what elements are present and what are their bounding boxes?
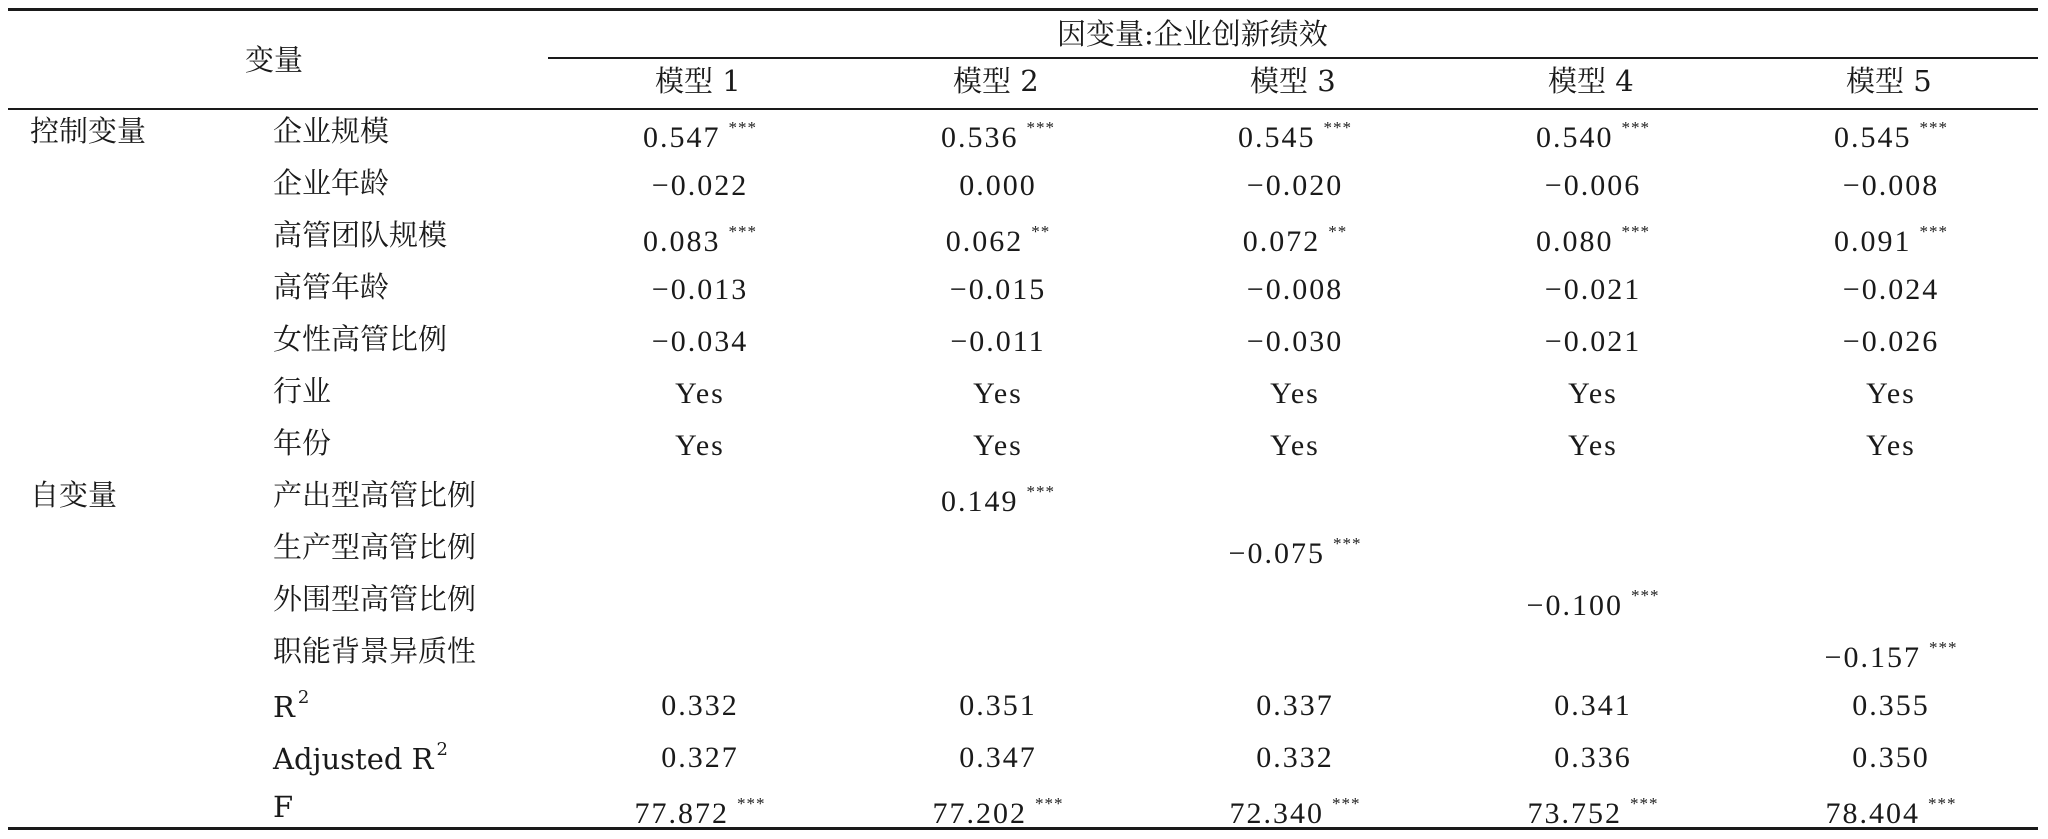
cell-value: −0.011: [950, 325, 1046, 358]
table-cell: [675, 379, 725, 409]
cell-value: −0.030: [1246, 325, 1344, 358]
table-cell: [1545, 171, 1641, 201]
cell-value: 0.350: [1852, 741, 1930, 774]
table-cell: [941, 483, 1055, 517]
cell-value: 0.545: [1238, 121, 1316, 154]
row-variable-label: [273, 582, 477, 616]
table-cell: [1256, 743, 1334, 773]
row-variable-label: [273, 478, 477, 512]
cell-value: 0.545: [1834, 121, 1912, 154]
cell-value: −0.008: [1842, 169, 1940, 202]
table-cell: [1247, 275, 1343, 305]
significance-stars: ***: [1332, 794, 1361, 813]
cell-value: −0.157: [1824, 641, 1921, 674]
row-variable-text: 女性高管比例: [273, 322, 448, 356]
cell-value: −0.024: [1842, 273, 1940, 306]
significance-stars: ***: [1035, 794, 1064, 813]
table-cell: [959, 691, 1037, 721]
significance-stars: ***: [1928, 794, 1957, 813]
table-cell: [959, 171, 1037, 201]
cell-value: −0.034: [651, 325, 749, 358]
table-cell: [661, 743, 739, 773]
table-cell: [1568, 431, 1618, 461]
significance-stars: ***: [1621, 222, 1650, 241]
cell-value: −0.075: [1228, 537, 1325, 570]
cell-value: 0.332: [661, 689, 739, 722]
table-cell: [675, 431, 725, 461]
row-variable-label: [273, 322, 448, 356]
cell-value: 0.000: [959, 169, 1037, 202]
cell-value: 72.340: [1229, 797, 1324, 830]
model-header-1: 模型 1: [655, 64, 741, 98]
table-cell: [1843, 171, 1939, 201]
significance-stars: ***: [737, 794, 766, 813]
cell-value: 0.083: [643, 225, 721, 258]
significance-stars: ***: [1621, 118, 1650, 137]
model-header-2: 模型 2: [953, 64, 1039, 98]
table-cell: [1554, 691, 1632, 721]
cell-value: Yes: [973, 429, 1023, 462]
row-variable-label: [273, 741, 448, 774]
table-cell: [946, 223, 1051, 257]
cell-value: 0.351: [959, 689, 1037, 722]
row-variable-label: [273, 426, 332, 460]
row-variable-text: 年份: [273, 426, 332, 460]
row-group-label: 自变量: [30, 478, 118, 512]
table-cell: [1527, 587, 1660, 621]
row-group-label: 控制变量: [30, 114, 147, 148]
table-cell: [1843, 327, 1939, 357]
row-variable-text: 行业: [273, 374, 332, 408]
cell-value: Yes: [1270, 429, 1320, 462]
significance-stars: ***: [1026, 118, 1055, 137]
table-cell: [1826, 795, 1957, 829]
row-variable-text: 外围型高管比例: [273, 582, 477, 616]
significance-stars: ***: [1630, 586, 1660, 605]
cell-value: 0.337: [1256, 689, 1334, 722]
row-variable-text: 生产型高管比例: [273, 530, 477, 564]
table-cell: [1270, 379, 1320, 409]
cell-value: −0.021: [1544, 273, 1642, 306]
table-cell: [1834, 223, 1948, 257]
table-cell: [1554, 743, 1632, 773]
significance-stars: ***: [1919, 118, 1948, 137]
cell-value: −0.015: [949, 273, 1047, 306]
table-cell: [1866, 379, 1916, 409]
cell-value: −0.100: [1526, 589, 1623, 622]
table-cell: [1528, 795, 1659, 829]
table-cell: [1843, 275, 1939, 305]
table-cell: [652, 327, 748, 357]
cell-value: 78.404: [1825, 797, 1920, 830]
cell-value: 0.347: [959, 741, 1037, 774]
table-cell: [973, 379, 1023, 409]
table-cell: [1866, 431, 1916, 461]
row-variable-label: [273, 114, 390, 148]
cell-value: Yes: [1568, 429, 1618, 462]
table-cell: [1243, 223, 1348, 257]
table-cell: [973, 431, 1023, 461]
cell-value: 0.355: [1852, 689, 1930, 722]
table-cell: [661, 691, 739, 721]
cell-value: 0.091: [1834, 225, 1912, 258]
table-cell: [643, 223, 757, 257]
cell-value: 0.547: [643, 121, 721, 154]
cell-value: Yes: [1568, 377, 1618, 410]
row-variable-text: 高管团队规模: [273, 218, 448, 252]
row-variable-label: [273, 689, 309, 722]
cell-value: 0.072: [1242, 225, 1321, 258]
significance-stars: ***: [1026, 482, 1055, 501]
row-variable-superscript: 2: [436, 739, 448, 760]
cell-value: Yes: [1866, 377, 1916, 410]
row-variable-label: [273, 270, 390, 304]
cell-value: Yes: [1866, 429, 1916, 462]
table-cell: [1545, 275, 1641, 305]
row-variable-text: 企业年龄: [273, 166, 390, 200]
cell-value: 0.327: [661, 741, 739, 774]
row-variable-label: [273, 374, 332, 408]
significance-stars: **: [1031, 222, 1051, 241]
table-cell: [1536, 119, 1650, 153]
row-variable-text: 高管年龄: [273, 270, 390, 304]
cell-value: 73.752: [1527, 797, 1622, 830]
cell-value: 0.336: [1554, 741, 1632, 774]
header-subrule: [548, 57, 2038, 59]
significance-stars: ***: [728, 118, 757, 137]
significance-stars: ***: [1630, 794, 1659, 813]
significance-stars: ***: [1928, 638, 1958, 657]
dependent-variable-header: 因变量:企业创新绩效: [1057, 17, 1328, 51]
table-cell: [1238, 119, 1352, 153]
table-cell: [941, 119, 1055, 153]
cell-value: Yes: [675, 429, 725, 462]
row-variable-superscript: 2: [297, 687, 310, 708]
row-variable-text: F: [273, 790, 294, 824]
table-cell: [1270, 431, 1320, 461]
significance-stars: ***: [1919, 222, 1948, 241]
row-variable-text: 企业规模: [273, 114, 390, 148]
table-cell: [1536, 223, 1650, 257]
table-cell: [933, 795, 1064, 829]
table-cell: [1247, 327, 1343, 357]
cell-value: 0.540: [1536, 121, 1614, 154]
cell-value: 0.341: [1554, 689, 1632, 722]
cell-value: 0.536: [941, 121, 1019, 154]
model-header-3: 模型 3: [1250, 64, 1336, 98]
cell-value: 0.080: [1536, 225, 1614, 258]
table-cell: [635, 795, 766, 829]
cell-value: Yes: [1270, 377, 1320, 410]
row-variable-label: [273, 218, 448, 252]
cell-value: 0.149: [941, 485, 1019, 518]
significance-stars: ***: [1332, 534, 1362, 553]
significance-stars: ***: [1323, 118, 1352, 137]
table-cell: [652, 171, 748, 201]
cell-value: −0.022: [651, 169, 749, 202]
table-cell: [959, 743, 1037, 773]
row-variable-label: [273, 166, 390, 200]
row-variable-text: 职能背景异质性: [273, 634, 477, 668]
table-cell: [1230, 795, 1361, 829]
cell-value: 0.332: [1256, 741, 1334, 774]
cell-value: Yes: [675, 377, 725, 410]
cell-value: 77.872: [634, 797, 729, 830]
cell-value: −0.008: [1246, 273, 1344, 306]
row-variable-label: [273, 790, 294, 824]
table-cell: [1247, 171, 1343, 201]
variable-header: 变量: [245, 43, 304, 77]
cell-value: −0.020: [1246, 169, 1344, 202]
cell-value: −0.021: [1544, 325, 1642, 358]
table-cell: [950, 327, 1045, 357]
table-cell: [950, 275, 1046, 305]
model-header-4: 模型 4: [1548, 64, 1634, 98]
row-variable-text: 产出型高管比例: [273, 478, 477, 512]
table-cell: [1825, 639, 1958, 673]
cell-value: −0.013: [651, 273, 749, 306]
cell-value: Yes: [973, 377, 1023, 410]
row-variable-text: R: [273, 690, 295, 724]
table-cell: [1852, 743, 1930, 773]
significance-stars: ***: [728, 222, 757, 241]
row-variable-label: [273, 530, 477, 564]
cell-value: 77.202: [932, 797, 1027, 830]
row-variable-text: Adjusted R: [273, 742, 434, 776]
header-bottom-rule: [8, 108, 2038, 110]
significance-stars: **: [1328, 222, 1348, 241]
table-cell: [1256, 691, 1334, 721]
table-cell: [1229, 535, 1362, 569]
cell-value: 0.062: [945, 225, 1024, 258]
table-cell: [1852, 691, 1930, 721]
top-rule: [8, 8, 2038, 11]
table-cell: [643, 119, 757, 153]
table-cell: [1545, 327, 1641, 357]
cell-value: −0.006: [1544, 169, 1642, 202]
model-header-5: 模型 5: [1846, 64, 1932, 98]
table-cell: [1834, 119, 1948, 153]
row-variable-label: [273, 634, 477, 668]
table-cell: [1568, 379, 1618, 409]
cell-value: −0.026: [1842, 325, 1940, 358]
table-cell: [652, 275, 748, 305]
